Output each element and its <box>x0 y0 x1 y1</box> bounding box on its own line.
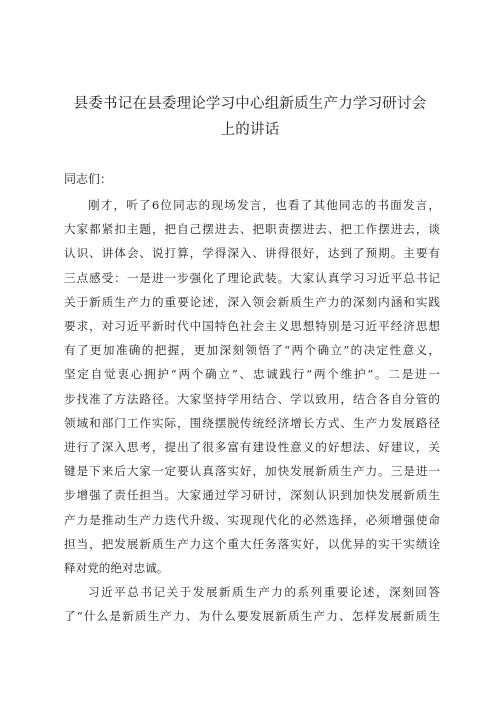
paragraph-1-line: 步增强了责任担当。大家通过学习研讨，深刻认识到加快发展新质生 <box>64 488 440 503</box>
paragraph-2-line: 习近平总书记关于发展新质生产力的系列重要论述，深刻回答 <box>88 585 440 600</box>
paragraph-1-line: 三点感受：一是进一步强化了理论武装。大家认真学习习近平总书记 <box>64 270 440 285</box>
paragraph-1-line: 进行了深入思考，提出了很多富有建设性意义的好想法、好建议，关 <box>64 440 440 454</box>
paragraph-2-line: 了“什么是新质生产力、为什么要发展新质生产力、怎样发展新质生 <box>64 609 440 624</box>
paragraph-1-line: 步找准了方法路径。大家坚持学用结合、学以致用，结合各自分管的 <box>64 391 440 406</box>
paragraph-1-line: 有了更加准确的把握，更加深刻领悟了“两个确立”的决定性意义， <box>64 343 440 358</box>
salutation: 同志们： <box>64 172 113 186</box>
paragraph-1-line: 坚定自觉衷心拥护“两个确立”、忠诚践行“两个维护”。二是进一 <box>64 367 440 382</box>
paragraph-1-line: 关于新质生产力的重要论述，深入领会新质生产力的深刻内涵和实践 <box>64 294 440 309</box>
paragraph-1-line: 担当，把发展新质生产力这个重大任务落实好，以优异的实干实绩诠 <box>64 536 440 551</box>
document-title-line-1: 县委书记在县委理论学习中心组新质生产力学习研讨会 <box>73 96 427 112</box>
paragraph-1-line: 键是下来后大家一定要认真落实好，加快发展新质生产力。三是进一 <box>64 464 440 479</box>
paragraph-1-line: 认识、讲体会、说打算，学得深入、讲得很好，达到了预期。主要有 <box>64 246 440 261</box>
document-title-line-2: 上的讲话 <box>220 122 280 138</box>
paragraph-1-line: 大家都紧扣主题，把自己摆进去、把职责摆进去、把工作摆进去，谈 <box>64 222 440 237</box>
paragraph-1-line: 领域和部门工作实际，围绕摆脱传统经济增长方式、生产力发展路径 <box>64 415 440 430</box>
paragraph-1-line: 释对党的绝对忠诚。 <box>64 561 169 575</box>
paragraph-1-line: 产力是推动生产力迭代升级、实现现代化的必然选择，必须增强使命 <box>64 512 440 527</box>
paragraph-1-line: 要求，对习近平新时代中国特色社会主义思想特别是习近平经济思想 <box>64 319 440 333</box>
paragraph-1-line: 刚才，听了6位同志的现场发言，也看了其他同志的书面发言， <box>88 198 440 212</box>
